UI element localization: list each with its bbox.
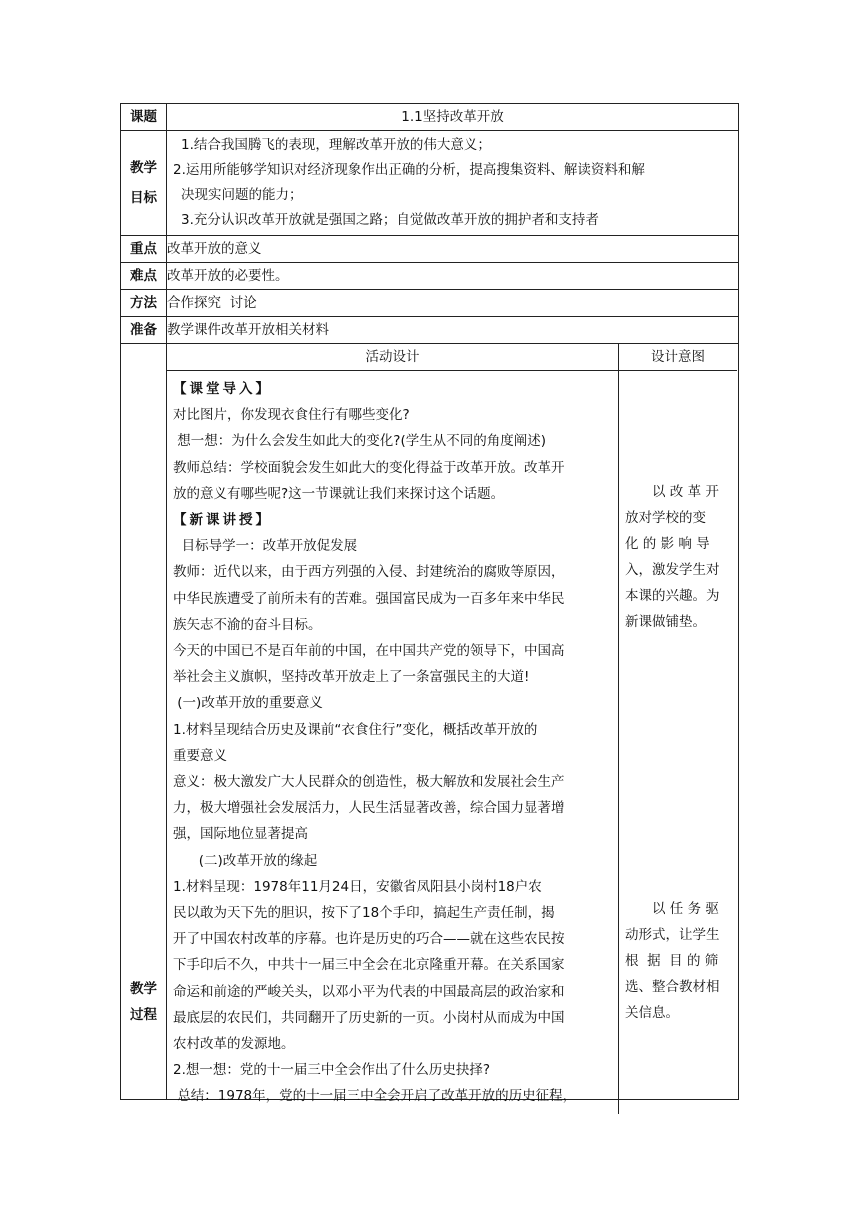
topic-value: 1.1坚持改革开放 <box>167 104 739 131</box>
header-intent: 设计意图 <box>618 344 737 371</box>
row-topic <box>121 104 739 131</box>
label-process-line2: 过程 <box>130 1006 157 1023</box>
intent-line: 动形式，让学生 <box>625 927 720 943</box>
row-goals <box>121 131 739 236</box>
label-process-line1: 教学 <box>130 980 157 997</box>
intent-line: 放对学校的变 <box>625 510 706 526</box>
activity-line: 目标导学一：改革开放促发展 <box>173 538 358 555</box>
intent-line: 关信息。 <box>625 1005 679 1021</box>
activity-line: (二)改革开放的缘起 <box>173 852 318 869</box>
goal-line-4: 3.充分认识改革开放就是强国之路；自觉做改革开放的拥护者和支持者 <box>181 212 599 228</box>
activity-line: 教师：近代以来，由于西方列强的入侵、封建统治的腐败等原因， <box>173 564 565 581</box>
activity-line: 民以敢为天下先的胆识，按下了18个手印，搞起生产责任制，揭 <box>173 905 555 922</box>
activity-line: 【新课讲授】 <box>173 512 272 529</box>
label-key-point: 重点 <box>121 236 167 263</box>
activity-line: 开了中国农村改革的序幕。也许是历史的巧合——就在这些农民按 <box>173 931 565 948</box>
activity-line: 【课堂导入】 <box>173 381 272 397</box>
lesson-plan-table <box>120 103 739 1105</box>
label-goals <box>121 131 167 236</box>
row-difficulty <box>121 263 739 290</box>
intent-line: 根 据 目 的 筛 <box>625 953 719 969</box>
intent-text-1 <box>625 479 731 635</box>
activity-line: 农村改革的发源地。 <box>173 1036 295 1053</box>
intent-line: 入，激发学生对 <box>625 562 720 578</box>
activity-line: 教师总结：学校面貌会发生如此大的变化得益于改革开放。改革开 <box>173 459 565 476</box>
activity-line: 命运和前途的严峻关头，以邓小平为代表的中国最高层的政治家和 <box>173 983 565 1000</box>
intent-line: 本课的兴趣。为 <box>625 588 720 604</box>
prep-value: 教学课件改革开放相关材料 <box>167 317 739 344</box>
process-inner-table <box>167 344 738 1105</box>
intent-line: 以 任 务 驱 <box>625 901 719 917</box>
activity-line: 放的意义有哪些呢?这一节课就让我们来探讨这个话题。 <box>173 485 505 502</box>
activity-line: 族矢志不渝的奋斗目标。 <box>173 616 322 633</box>
activity-line: 强，国际地位显著提高 <box>173 826 308 843</box>
row-prep <box>121 317 739 344</box>
activity-line: 对比图片，你发现衣食住行有哪些变化? <box>173 407 410 424</box>
goal-line-2: 2.运用所能够学知识对经济现象作出正确的分析，提高搜集资料、解读资料和解 <box>173 162 645 178</box>
goal-line-3: 决现实问题的能力； <box>181 187 303 203</box>
goal-line-1: 1.结合我国腾飞的表现，理解改革开放的伟大意义； <box>181 137 491 153</box>
activity-line: 最底层的农民们，共同翻开了历史新的一页。小岗村从而成为中国 <box>173 1009 565 1026</box>
label-process <box>121 344 167 1100</box>
intent-line: 以 改 革 开 <box>625 484 719 500</box>
activity-line: 中华民族遭受了前所未有的苦难。强国富民成为一百多年来中华民 <box>173 590 565 607</box>
method-value: 合作探究 讨论 <box>167 290 739 317</box>
row-process <box>121 344 739 1100</box>
activity-line: 下手印后不久，中共十一届三中全会在北京隆重开幕。在关系国家 <box>173 957 565 974</box>
activity-content <box>167 371 618 1114</box>
activity-line: 总结：1978年，党的十一届三中全会开启了改革开放的历史征程， <box>173 1088 577 1105</box>
intent-content <box>618 371 737 1114</box>
label-difficulty: 难点 <box>121 263 167 290</box>
label-prep: 准备 <box>121 317 167 344</box>
activity-line: 意义：极大激发广大人民群众的创造性，极大解放和发展社会生产 <box>173 774 565 791</box>
intent-line: 化 的 影 响 导 <box>625 536 710 552</box>
activity-line: 举社会主义旗帜，坚持改革开放走上了一条富强民主的大道! <box>173 669 530 686</box>
activity-line: 今天的中国已不是百年前的中国，在中国共产党的领导下，中国高 <box>173 643 565 660</box>
intent-line: 新课做铺垫。 <box>625 614 706 630</box>
header-activity: 活动设计 <box>167 344 618 371</box>
label-topic: 课题 <box>121 104 167 131</box>
activity-line: 1.材料呈现：1978年11月24日，安徽省凤阳县小岗村18户农 <box>173 878 542 895</box>
activity-line: 2.想一想：党的十一届三中全会作出了什么历史抉择? <box>173 1062 491 1079</box>
label-method: 方法 <box>121 290 167 317</box>
label-goals-line1: 教学 <box>130 160 157 176</box>
activity-line: 想一想：为什么会发生如此大的变化?(学生从不同的角度阐述) <box>173 433 546 450</box>
intent-text-2 <box>625 896 731 1026</box>
key-point-value: 改革开放的意义 <box>167 236 739 263</box>
activity-line: (一)改革开放的重要意义 <box>173 695 323 712</box>
activity-line: 力，极大增强社会发展活力，人民生活显著改善，综合国力显著增 <box>173 800 565 817</box>
difficulty-value: 改革开放的必要性。 <box>167 263 739 290</box>
activity-line: 重要意义 <box>173 747 227 764</box>
row-key-point <box>121 236 739 263</box>
intent-line: 选、整合教材相 <box>625 979 720 995</box>
row-method <box>121 290 739 317</box>
label-goals-line2: 目标 <box>130 190 157 206</box>
activity-line: 1.材料呈现结合历史及课前“衣食住行”变化，概括改革开放的 <box>173 721 538 738</box>
process-cell <box>167 344 739 1105</box>
goals-value <box>167 131 739 236</box>
